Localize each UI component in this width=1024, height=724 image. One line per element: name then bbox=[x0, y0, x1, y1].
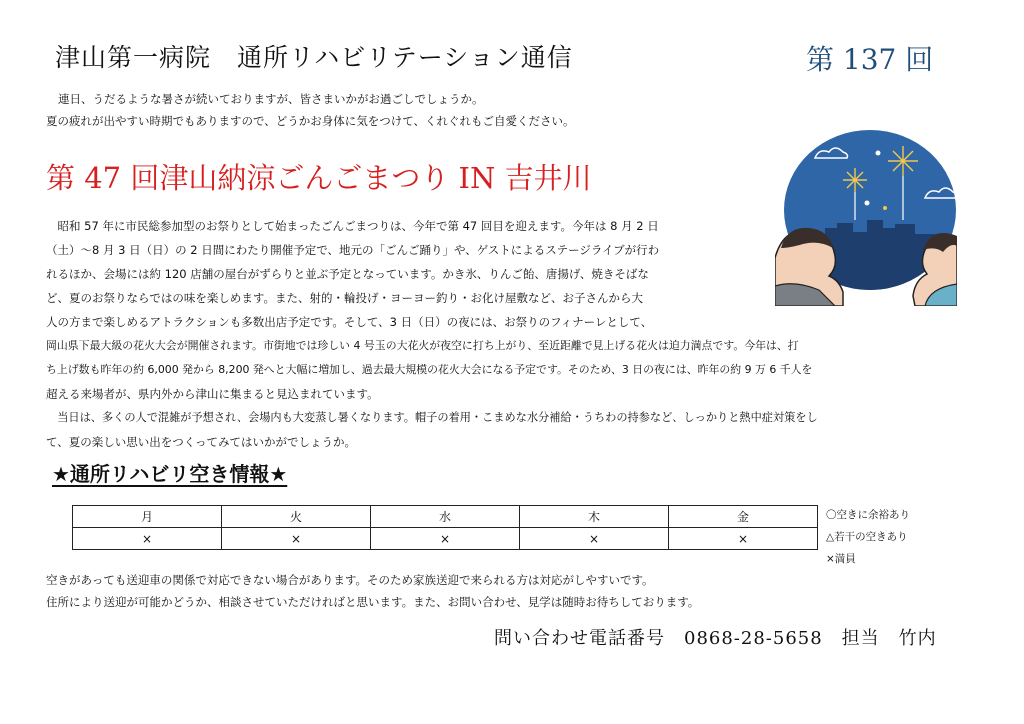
vacancy-status: × bbox=[520, 528, 669, 550]
legend-item: △若干の空きあり bbox=[826, 531, 908, 543]
day-header: 月 bbox=[73, 506, 222, 528]
day-header: 水 bbox=[371, 506, 520, 528]
intro-line: 夏の疲れが出やすい時期でもありますので、どうかお身体に気をつけて、くれぐれもご自愛ください。 bbox=[46, 114, 575, 128]
vacancy-status: × bbox=[371, 528, 520, 550]
newsletter-title: 津山第一病院 通所リハビリテーション通信 bbox=[55, 43, 573, 72]
article-headline: 第 47 回津山納涼ごんごまつり IN 吉井川 bbox=[46, 161, 592, 195]
body-line: 岡山県下最大級の花火大会が開催されます。市街地では珍しい 4 号玉の大花火が夜空に打ち上がり、至近距離で見上げる花火は迫力満点です。今年は、打 bbox=[46, 339, 799, 352]
body-line: て、夏の楽しい思い出をつくってみてはいかがでしょうか。 bbox=[46, 435, 357, 449]
day-header: 金 bbox=[669, 506, 818, 528]
day-header: 木 bbox=[520, 506, 669, 528]
body-line: ど、夏のお祭りならではの味を楽しめます。また、射的・輪投げ・ヨーヨー釣り・お化け屋敷など、お子さんから大 bbox=[46, 291, 643, 305]
legend-item: ×満員 bbox=[826, 553, 856, 565]
issue-number: 第 137 回 bbox=[806, 43, 934, 76]
vacancy-table bbox=[72, 505, 818, 550]
body-line: 人の方まで楽しめるアトラクションも多数出店予定です。そして、3 日（日）の夜には、お祭りのフィナーレとして、 bbox=[46, 315, 653, 329]
day-header: 火 bbox=[222, 506, 371, 528]
body-line: ち上げ数も昨年の約 6,000 発から 8,200 発へと大幅に増加し、過去最大規模の花火大会になる予定です。そのため、3 日の夜には、昨年の約 9 万 6 千人を bbox=[46, 363, 813, 376]
note-line: 住所により送迎が可能かどうか、相談させていただければと思います。また、お問い合わせ、見学は随時お待ちしております。 bbox=[46, 595, 700, 609]
vacancy-status: × bbox=[222, 528, 371, 550]
note-line: 空きがあっても送迎車の関係で対応できない場合があります。そのため家族送迎で来られる方は対応がしやすいです。 bbox=[46, 573, 654, 587]
intro-line: 連日、うだるような暑さが続いておりますが、皆さまいかがお過ごしでしょうか。 bbox=[58, 92, 484, 106]
vacancy-status: × bbox=[669, 528, 818, 550]
vacancy-heading: ★通所リハビリ空き情報★ bbox=[52, 462, 288, 486]
legend-item: 〇空きに余裕あり bbox=[826, 509, 910, 521]
contact-info: 問い合わせ電話番号 0868-28-5658 担当 竹内 bbox=[494, 628, 937, 649]
body-line: れるほか、会場には約 120 店舗の屋台がずらりと並ぶ予定となっています。かき氷、りんご飴、唐揚げ、焼きそばな bbox=[46, 267, 649, 281]
table-row bbox=[73, 528, 818, 550]
vacancy-status: × bbox=[73, 528, 222, 550]
body-line: （土）～8 月 3 日（日）の 2 日間にわたり開催予定で、地元の「ごんご踊り」や、ゲストによるステージライブが行わ bbox=[46, 243, 660, 257]
table-header-row bbox=[73, 506, 818, 528]
body-line: 昭和 57 年に市民総参加型のお祭りとして始まったごんごまつりは、今年で第 47 回目を迎えます。今年は 8 月 2 日 bbox=[46, 219, 659, 233]
body-line: 当日は、多くの人で混雑が予想され、会場内も大変蒸し暑くなります。帽子の着用・こまめな水分補給・うちわの持参など、しっかりと熱中症対策をし bbox=[46, 411, 818, 424]
fireworks-viewers-illustration bbox=[775, 128, 957, 306]
body-line: 超える来場者が、県内外から津山に集まると見込まれています。 bbox=[46, 387, 379, 401]
